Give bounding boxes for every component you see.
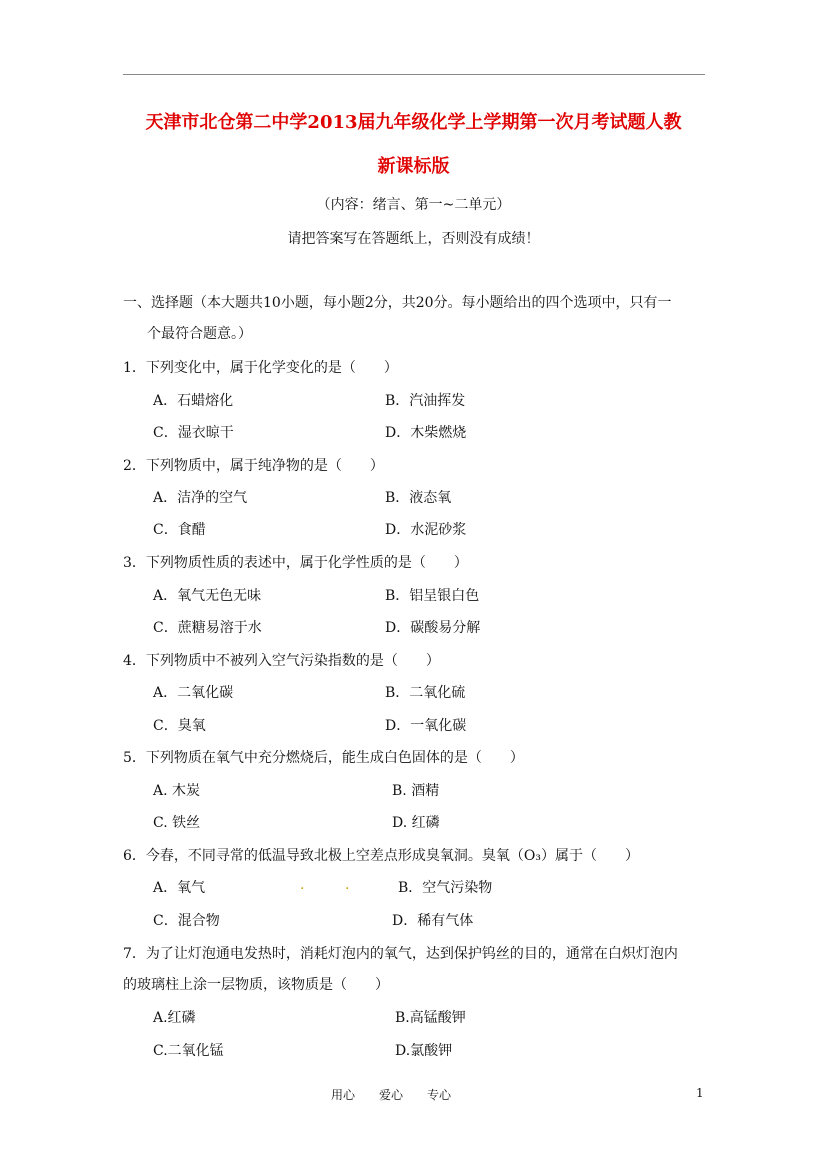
question-3-stem: 3．下列物质性质的表述中，属于化学性质的是（ ）	[123, 555, 468, 571]
question-2-option-d: D．水泥砂浆	[385, 522, 467, 538]
footer-motto: 用心 爱心 专心	[331, 1088, 452, 1102]
question-2-option-b: B．液态氧	[385, 490, 452, 506]
section-heading-line-2: 个最符合题意。）	[147, 326, 252, 342]
question-7-option-b: B.高锰酸钾	[395, 1010, 466, 1026]
question-3-option-d: D．碳酸易分解	[385, 620, 481, 636]
page-title-line-2: 新课标版	[377, 156, 450, 177]
page-title-line-1: 天津市北仓第二中学2013届九年级化学上学期第一次月考试题人教	[145, 112, 682, 133]
question-6-stem: 6．今春，不同寻常的低温导致北极上空差点形成臭氧洞。臭氧（O₃）属于（ ）	[123, 848, 639, 864]
page-number: 1	[696, 1086, 704, 1100]
question-4-stem: 4．下列物质中不被列入空气污染指数的是（ ）	[123, 653, 440, 669]
question-3-option-c: C．蔗糖易溶于水	[153, 620, 262, 636]
question-5-option-d: D. 红磷	[392, 815, 440, 831]
answer-instruction: 请把答案写在答题纸上，否则没有成绩！	[287, 231, 540, 247]
decorative-dot: .	[300, 877, 305, 893]
question-1-stem: 1．下列变化中，属于化学变化的是（ ）	[123, 360, 398, 376]
question-5-option-a: A. 木炭	[153, 783, 201, 799]
question-4-option-b: B．二氧化硫	[385, 685, 466, 701]
question-1-option-a: A．石蜡熔化	[153, 393, 234, 409]
question-4-option-d: D．一氧化碳	[385, 718, 467, 734]
question-4-option-c: C．臭氧	[153, 718, 206, 734]
content-scope: （内容：绪言、第一~二单元）	[316, 197, 511, 213]
question-1-option-b: B．汽油挥发	[385, 393, 466, 409]
question-7-option-a: A.红磷	[153, 1010, 196, 1026]
question-1-option-c: C．湿衣晾干	[153, 425, 234, 441]
decorative-dot: .	[345, 877, 350, 893]
question-5-stem: 5．下列物质在氧气中充分燃烧后，能生成白色固体的是（ ）	[123, 750, 524, 766]
section-heading-line-1: 一、选择题（本大题共10小题，每小题2分，共20分。每小题给出的四个选项中，只有一	[123, 295, 672, 311]
question-1-option-d: D．木柴燃烧	[385, 425, 467, 441]
question-7-stem-line-2: 的玻璃柱上涂一层物质，该物质是（ ）	[123, 977, 389, 993]
question-7-option-d: D.氯酸钾	[395, 1043, 453, 1059]
question-2-option-c: C．食醋	[153, 522, 206, 538]
question-6-option-a: A．氧气	[153, 880, 206, 896]
question-6-option-b: B．空气污染物	[398, 880, 493, 896]
question-5-option-b: B. 酒精	[392, 783, 440, 799]
question-6-option-c: C．混合物	[153, 913, 220, 929]
header-rule	[123, 74, 705, 75]
question-2-option-a: A．洁净的空气	[153, 490, 248, 506]
question-7-option-c: C.二氧化锰	[153, 1043, 224, 1059]
question-5-option-c: C. 铁丝	[153, 815, 201, 831]
question-3-option-b: B．铝呈银白色	[385, 588, 480, 604]
question-2-stem: 2．下列物质中，属于纯净物的是（ ）	[123, 458, 384, 474]
question-6-option-d: D．稀有气体	[392, 913, 474, 929]
question-4-option-a: A．二氧化碳	[153, 685, 234, 701]
question-7-stem-line-1: 7．为了让灯泡通电发热时，消耗灯泡内的氧气，达到保护钨丝的目的，通常在白炽灯泡内	[123, 946, 678, 962]
question-3-option-a: A．氧气无色无味	[153, 588, 262, 604]
